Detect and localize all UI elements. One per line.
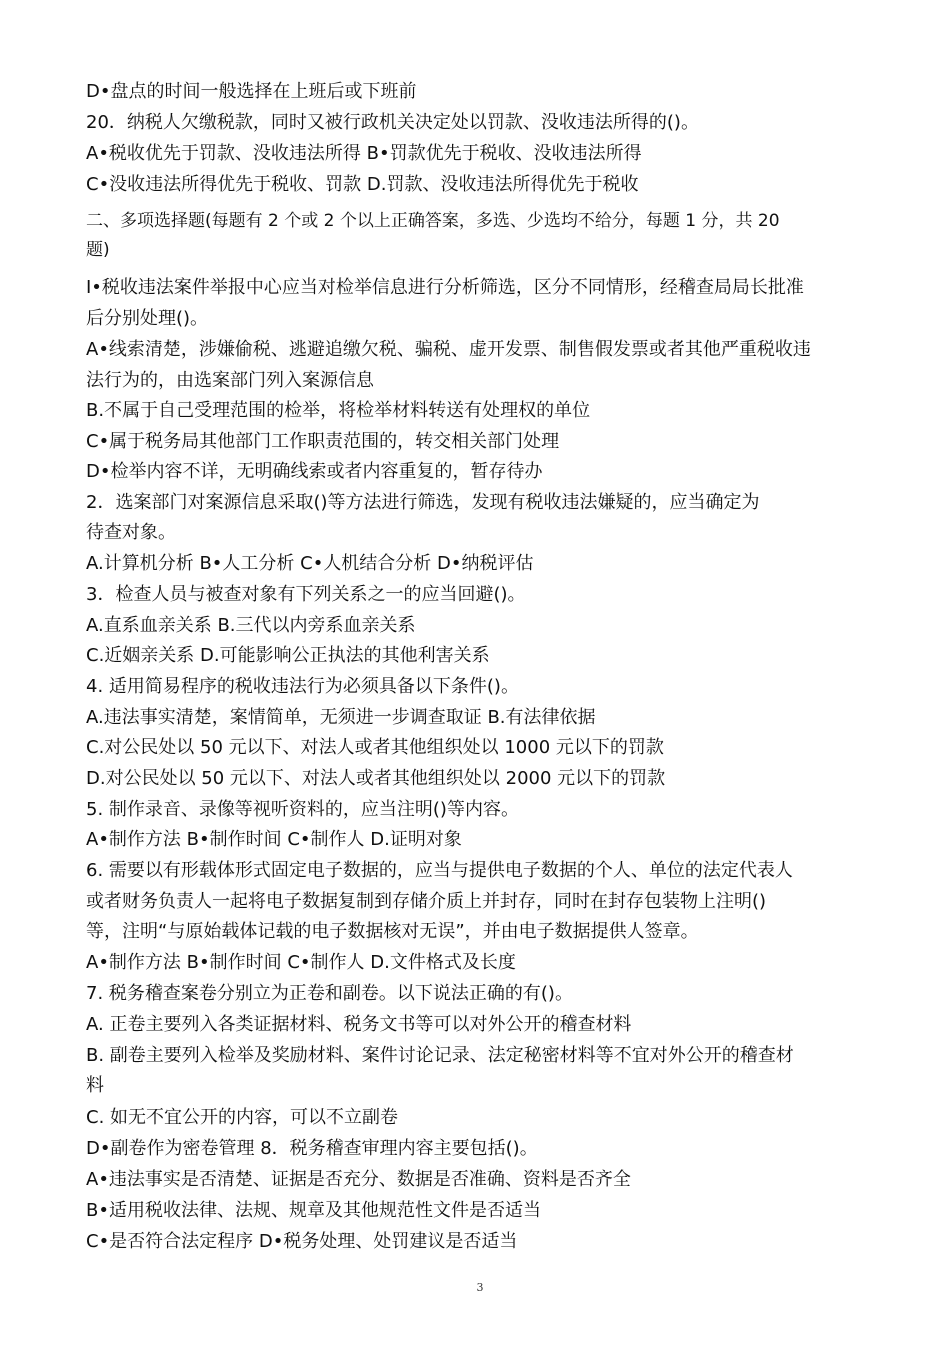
text-line: C.对公民处以 50 元以下、对法人或者其他组织处以 1000 元以下的罚款 — [86, 737, 664, 758]
text-line: 料 — [86, 1075, 104, 1096]
question-heading: 4. 适用简易程序的税收违法行为必须具备以下条件()。 — [86, 676, 519, 697]
question-heading: 3．检查人员与被查对象有下列关系之一的应当回避()。 — [86, 584, 526, 605]
text-line: B•适用税收法律、法规、规章及其他规范性文件是否适当 — [86, 1200, 541, 1221]
text-line: D•副卷作为密卷管理 8．税务稽查审理内容主要包括()。 — [86, 1138, 538, 1159]
text-line: A•线索清楚，涉嫌偷税、逃避追缴欠税、骗税、虚开发票、制售假发票或者其他严重税收违 — [86, 339, 811, 360]
text-line: A.直系血亲关系 B.三代以内旁系血亲关系 — [86, 615, 416, 636]
text-line: A•制作方法 B•制作时间 C•制作人 D.证明对象 — [86, 829, 462, 850]
text-line: C.近姻亲关系 D.可能影响公正执法的其他利害关系 — [86, 645, 490, 666]
text-line: A. 正卷主要列入各类证据材料、税务文书等可以对外公开的稽查材料 — [86, 1014, 632, 1035]
text-line: D.对公民处以 50 元以下、对法人或者其他组织处以 2000 元以下的罚款 — [86, 768, 666, 789]
text-line: B.不属于自己受理范围的检举，将检举材料转送有处理权的单位 — [86, 400, 591, 421]
text-line: D•盘点的时间一般选择在上班后或下班前 — [86, 81, 417, 102]
text-line: 等，注明“与原始载体记载的电子数据核对无误”，并由电子数据提供人签章。 — [86, 921, 699, 942]
text-line: A•税收优先于罚款、没收违法所得 B•罚款优先于税收、没收违法所得 — [86, 143, 642, 164]
text-line: C. 如无不宜公开的内容，可以不立副卷 — [86, 1107, 399, 1128]
text-line: D•检举内容不详，无明确线索或者内容重复的，暂存待办 — [86, 461, 543, 482]
text-line: A•违法事实是否清楚、证据是否充分、数据是否准确、资料是否齐全 — [86, 1169, 631, 1190]
text-line: A.计算机分析 B•人工分析 C•人机结合分析 D•纳税评估 — [86, 553, 534, 574]
question-heading: 2．选案部门对案源信息采取()等方法进行筛选，发现有税收违法嫌疑的，应当确定为 — [86, 492, 760, 513]
question-heading: 6. 需要以有形载体形式固定电子数据的，应当与提供电子数据的个人、单位的法定代表人 — [86, 860, 793, 881]
question-heading: 5. 制作录音、录像等视听资料的，应当注明()等内容。 — [86, 799, 519, 820]
text-line: 或者财务负责人一起将电子数据复制到存储介质上并封存，同时在封存包装物上注明() — [86, 891, 767, 912]
page-number: 3 — [476, 1281, 484, 1294]
question-heading: 20．纳税人欠缴税款，同时又被行政机关决定处以罚款、没收违法所得的()。 — [86, 112, 699, 133]
text-line: 后分别处理()。 — [86, 308, 209, 329]
section-heading-continued: 题) — [86, 240, 110, 260]
text-line: C•没收违法所得优先于税收、罚款 D.罚款、没收违法所得优先于税收 — [86, 174, 639, 195]
text-line: C•是否符合法定程序 D•税务处理、处罚建议是否适当 — [86, 1231, 518, 1252]
question-heading: 7. 税务稽查案卷分别立为正卷和副卷。以下说法正确的有()。 — [86, 983, 573, 1004]
text-line: C•属于税务局其他部门工作职责范围的，转交相关部门处理 — [86, 431, 560, 452]
text-line: A.违法事实清楚，案情简单，无须进一步调查取证 B.有法律依据 — [86, 707, 596, 728]
text-line: 法行为的，由选案部门列入案源信息 — [86, 370, 374, 391]
text-line: A•制作方法 B•制作时间 C•制作人 D.文件格式及长度 — [86, 952, 516, 973]
text-line: 待查对象。 — [86, 522, 176, 543]
section-heading: 二、多项选择题(每题有 2 个或 2 个以上正确答案，多选、少选均不给分，每题 1 分，共 20 — [86, 211, 780, 231]
question-heading: I•税收违法案件举报中心应当对检举信息进行分析筛选，区分不同情形，经稽查局局长批准 — [86, 277, 804, 298]
text-line: B. 副卷主要列入检举及奖励材料、案件讨论记录、法定秘密材料等不宜对外公开的稽查材 — [86, 1045, 794, 1066]
